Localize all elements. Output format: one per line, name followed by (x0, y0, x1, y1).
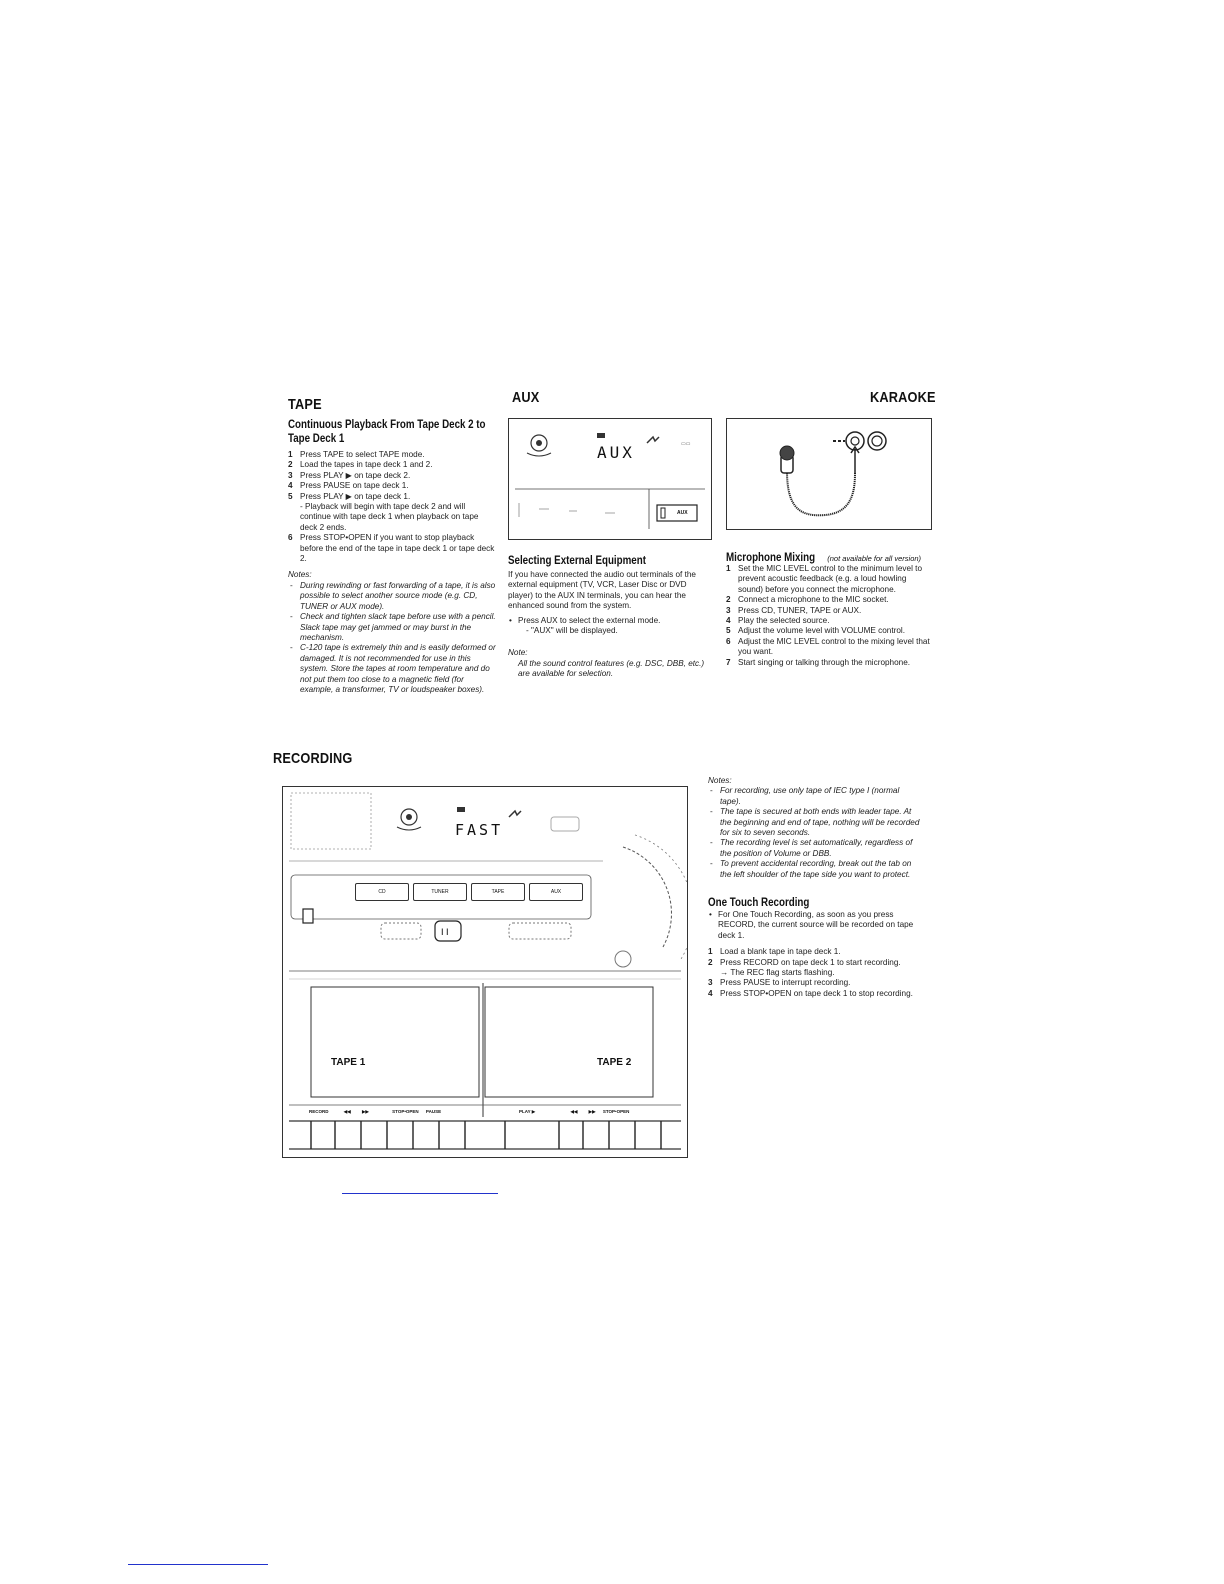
tape-subheading: Continuous Playback From Tape Deck 2 to Tape Deck 1 (288, 419, 486, 445)
one-touch-instructions (708, 910, 922, 999)
karaoke-step: 7 Start singing or talking through the microphone. (726, 657, 911, 667)
aux-panel-drawing (509, 419, 711, 539)
tape-instructions (288, 450, 496, 695)
recording-panel-drawing (283, 787, 687, 1157)
recording-display-readout: FAST (455, 821, 504, 839)
source-button-aux[interactable]: AUX (529, 883, 583, 901)
tape-heading: TAPE (288, 396, 322, 413)
karaoke-step: 5 Adjust the volume level with VOLUME control. (726, 626, 906, 636)
aux-display-readout: AUX (597, 443, 635, 462)
tape-step: 1 Press TAPE to select TAPE mode. (288, 450, 425, 459)
tape-step: 5 Press PLAY ▶ on tape deck 1. (288, 491, 411, 501)
recording-step-detail: → The REC flag starts flashing. (720, 968, 835, 978)
tape-step-detail: - Playback will begin with tape deck 2 and will continue with tape deck 1 when playback on tape deck 2 ends. (300, 502, 479, 532)
recording-note: - The tape is secured at both ends with leader tape. At the beginning and end of tape, nothing will be recorded for six to seven seconds. (710, 807, 920, 838)
recording-step-list (708, 947, 922, 999)
svg-text:▭▭: ▭▭ (681, 441, 691, 447)
recording-step: 4 Press STOP•OPEN on tape deck 1 to stop recording. (708, 988, 913, 998)
aux-button-label: AUX (677, 510, 688, 516)
karaoke-step: 4 Play the selected source. (726, 616, 830, 626)
karaoke-step: 3 Press CD, TUNER, TAPE or AUX. (726, 605, 862, 615)
tape-step: 2 Load the tapes in tape deck 1 and 2. (288, 460, 433, 470)
tape-step: 3 Press PLAY ▶ on tape deck 2. (288, 470, 411, 480)
karaoke-subheading-note: (not available for all version) (827, 554, 922, 563)
tape-deck-1-label: TAPE 1 (331, 1057, 366, 1068)
recording-step: 3 Press PAUSE to interrupt recording. (708, 978, 851, 988)
svg-text:I I: I I (441, 927, 449, 937)
karaoke-subheading: Microphone Mixing (726, 552, 816, 564)
microphone-icon (727, 419, 931, 529)
source-button-tape[interactable]: TAPE (471, 883, 525, 901)
source-button-cd[interactable]: CD (355, 883, 409, 901)
aux-bullet: • Press AUX to select the external mode. (509, 615, 661, 625)
one-touch-heading: One Touch Recording (708, 897, 810, 909)
tape-step: 6 Press STOP•OPEN if you want to stop playback before the end of the tape in tape deck 1 or tape deck 2. (288, 533, 495, 564)
source-button-tuner[interactable]: TUNER (413, 883, 467, 901)
tape-notes (288, 581, 496, 695)
one-touch-bullet: • For One Touch Recording, as soon as you press RECORD, the current source will be recorded on tape deck 1. (709, 910, 914, 940)
tape-step: 4 Press PAUSE on tape deck 1. (288, 481, 409, 491)
recording-note-list (708, 786, 922, 880)
karaoke-step-list (726, 564, 930, 668)
karaoke-instructions (726, 564, 930, 668)
recording-unit-illustration (282, 786, 688, 1158)
karaoke-illustration (726, 418, 932, 530)
deck2-key-labels: PLAY ▶ ◀◀ ▶▶ STOP•OPEN (519, 1109, 630, 1114)
karaoke-step: 1 Set the MIC LEVEL control to the minimum level to prevent acoustic feedback (e.g. a loud howling sound) before you connect the microphone. (726, 564, 922, 594)
recording-step: 1 Load a blank tape in tape deck 1. (708, 947, 841, 957)
aux-display-illustration (508, 418, 712, 540)
karaoke-step: 2 Connect a microphone to the MIC socket. (726, 595, 889, 605)
recording-notes (708, 776, 922, 880)
recording-notes-label: Notes: (708, 776, 732, 785)
aux-note: All the sound control features (e.g. DSC, DBB, etc.) are available for selection. (518, 658, 705, 679)
tape-note: - During rewinding or fast forwarding of a tape, it is also possible to select another source mode (e.g. CD, TUNER or AUX mode). (290, 580, 496, 611)
aux-body (508, 570, 712, 680)
aux-bullet-detail: - "AUX" will be displayed. (526, 626, 618, 636)
hyperlink-underline[interactable] (342, 1193, 498, 1194)
deck1-key-labels: RECORD ◀◀ ▶▶ STOP•OPEN PAUSE (309, 1109, 442, 1114)
aux-heading: AUX (512, 389, 540, 406)
recording-step: 2 Press RECORD on tape deck 1 to start recording. (708, 957, 901, 967)
karaoke-heading: KARAOKE (870, 389, 936, 406)
aux-description: If you have connected the audio out terminals of the external equipment (TV, VCR, Laser Disc or DVD player) to the AUX IN terminals, you can hear the enhanced sound from the system. (508, 570, 696, 611)
karaoke-step: 6 Adjust the MIC LEVEL control to the mixing level that you want. (726, 636, 930, 657)
recording-note: - The recording level is set automatically, regardless of the position of Volume or DBB. (710, 838, 913, 858)
footer-hyperlink-underline[interactable] (128, 1564, 268, 1565)
recording-note: - For recording, use only tape of IEC type I (normal tape). (710, 786, 900, 806)
tape-note: - Check and tighten slack tape before use with a pencil. Slack tape may get jammed or may burst in the mechanism. (290, 612, 496, 642)
aux-note-label: Note: (508, 648, 528, 658)
tape-step-list (288, 450, 496, 564)
recording-note: - To prevent accidental recording, break out the tab on the left shoulder of the tape side you want to protect. (710, 859, 912, 879)
tape-note: - C-120 tape is extremely thin and is easily deformed or damaged. It is not recommended for use in this system. Store the tapes at room temperature and do not put them too close to a magnetic field (for example, a transformer, TV or loudspeaker boxes). (290, 643, 496, 694)
tape-deck-2-label: TAPE 2 (597, 1057, 632, 1068)
aux-subheading: Selecting External Equipment (508, 555, 646, 567)
recording-heading: RECORDING (273, 750, 353, 767)
tape-notes-label: Notes: (288, 570, 312, 580)
